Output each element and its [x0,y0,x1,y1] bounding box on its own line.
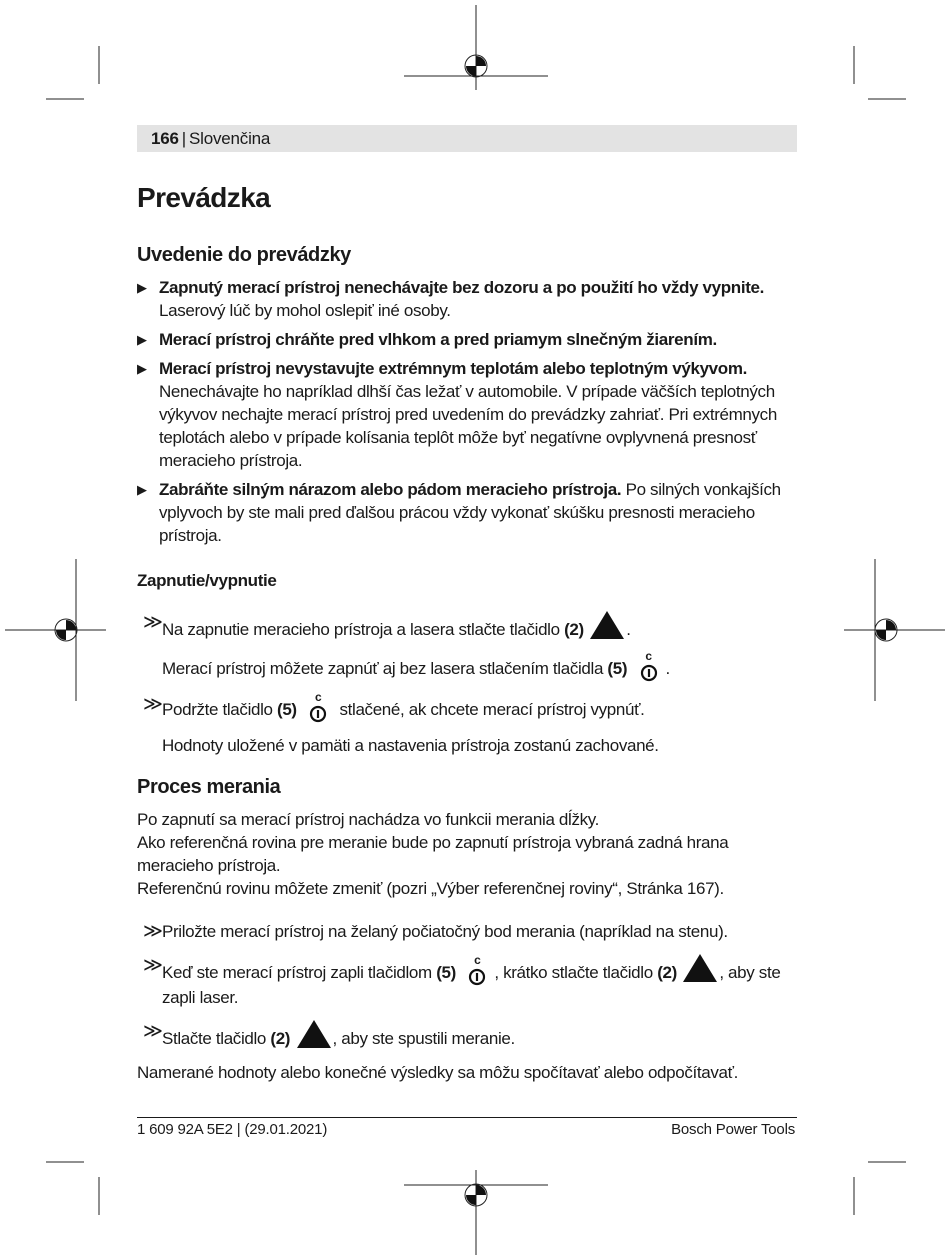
page-title: Prevádzka [137,182,271,213]
step-text: Podržte tlačidlo [162,700,273,719]
measure-triangle-icon [590,611,624,639]
button-ref: (5) [277,700,297,719]
step-item [137,611,797,641]
power-button-icon [307,690,329,723]
step-item [137,920,797,943]
page-header [151,129,270,149]
onoff-heading: Zapnutie/vypnutie [137,571,277,590]
footer-rule [137,1117,797,1118]
step-chevron-icon: ≫ [143,612,163,633]
header-language: Slovenčina [188,129,271,148]
step-end: stlačené, ak chcete merací prístroj vypnúť. [339,700,645,719]
warning-bold: Zapnutý merací prístroj nenechávajte bez dozoru a po použití ho vždy vypnite. [159,278,764,297]
paragraph: Ako referenčná rovina pre meranie bude po zapnutí prístroja vybraná zadná hrana meracieho prístroja. [137,833,729,875]
power-button-icon [466,953,488,986]
warning-item [137,276,797,322]
step-chevron-icon: ≫ [143,694,163,715]
warning-rest: Laserový lúč by mohol oslepiť iné osoby. [159,301,451,320]
warning-bold: Merací prístroj nevystavujte extrémnym teplotám alebo teplotným výkyvom. [159,359,747,378]
warning-bold: Zabráňte silným nárazom alebo pádom meracieho prístroja. [159,480,622,499]
warning-arrow-icon: ▶ [137,482,147,497]
step-chevron-icon: ≫ [143,921,163,942]
step-text: , krátko stlačte tlačidlo [494,963,653,982]
power-icon-letter: c [474,953,481,967]
warning-bold: Merací prístroj chráňte pred vlhkom a pred priamym slnečným žiarením. [159,330,717,349]
warning-rest: Nenechávajte ho napríklad dlhší čas ležať v automobile. V prípade väčších teplotných výkyvov nechajte merací prístroj pred uvedením do prevádzky zahriať. Pri extrémnych teplotách alebo v prípade kolísania teplôt môže byť negatívne ovplyvnená presnosť meracieho prístroja. [159,382,777,470]
footer-doc-id: 1 609 92A 5E2 | (29.01.2021) [137,1121,328,1138]
warning-item [137,328,797,351]
paragraph: Po zapnutí sa merací prístroj nachádza vo funkcii merania dĺžky. [137,810,600,829]
footer-brand: Bosch Power Tools [671,1121,795,1138]
step-item [137,690,797,723]
warning-arrow-icon: ▶ [137,361,147,376]
step-item [137,954,797,1009]
step-note [137,649,797,682]
step-chevron-icon: ≫ [143,955,163,976]
measure-triangle-icon [683,954,717,982]
power-icon-letter: c [314,690,322,704]
measure-heading: Proces merania [137,776,281,798]
step-end: , aby ste zapli laser. [162,963,781,1007]
warning-arrow-icon: ▶ [137,280,147,295]
button-ref: (2) [564,620,584,639]
header-separator: | [181,129,186,148]
warning-arrow-icon: ▶ [137,332,147,347]
step-chevron-icon: ≫ [143,1021,163,1042]
step-note: Hodnoty uložené v pamäti a nastavenia prístroja zostanú zachované. [162,736,659,755]
button-ref: (2) [657,963,677,982]
page-content [137,178,797,1084]
button-ref: (2) [270,1029,291,1048]
button-ref: (5) [607,659,628,678]
step-end: , aby ste spustili meranie. [332,1029,515,1048]
startup-heading: Uvedenie do prevádzky [137,244,351,266]
step-text: Keď ste merací prístroj zapli tlačidlom [162,963,432,982]
warning-item [137,478,797,547]
power-button-icon [638,649,660,682]
note-text: Merací prístroj môžete zapnúť aj bez lasera stlačením tlačidla [162,659,604,678]
button-ref: (5) [436,963,456,982]
note-end: . [665,659,670,678]
warning-rest: Po silných vonkajších vplyvoch by ste mali pred ďalšou prácou vždy vykonať skúšku presnosti meracieho prístroja. [159,480,781,545]
paragraph: Referenčnú rovinu môžete zmeniť (pozri „Výber referenčnej roviny“, Stránka 167). [137,879,724,898]
warning-item [137,357,797,472]
step-end: . [626,620,631,639]
step-text: Na zapnutie meracieho prístroja a lasera stlačte tlačidlo [162,620,560,639]
power-icon-letter: c [645,649,652,663]
step-item [137,1020,797,1050]
measure-triangle-icon [297,1020,331,1048]
step-text: Stlačte tlačidlo [162,1029,267,1048]
page-number: 166 [151,129,179,148]
step-text: Priložte merací prístroj na želaný počiatočný bod merania (napríklad na stenu). [162,922,728,941]
paragraph: Namerané hodnoty alebo konečné výsledky sa môžu spočítavať alebo odpočítavať. [137,1063,739,1082]
